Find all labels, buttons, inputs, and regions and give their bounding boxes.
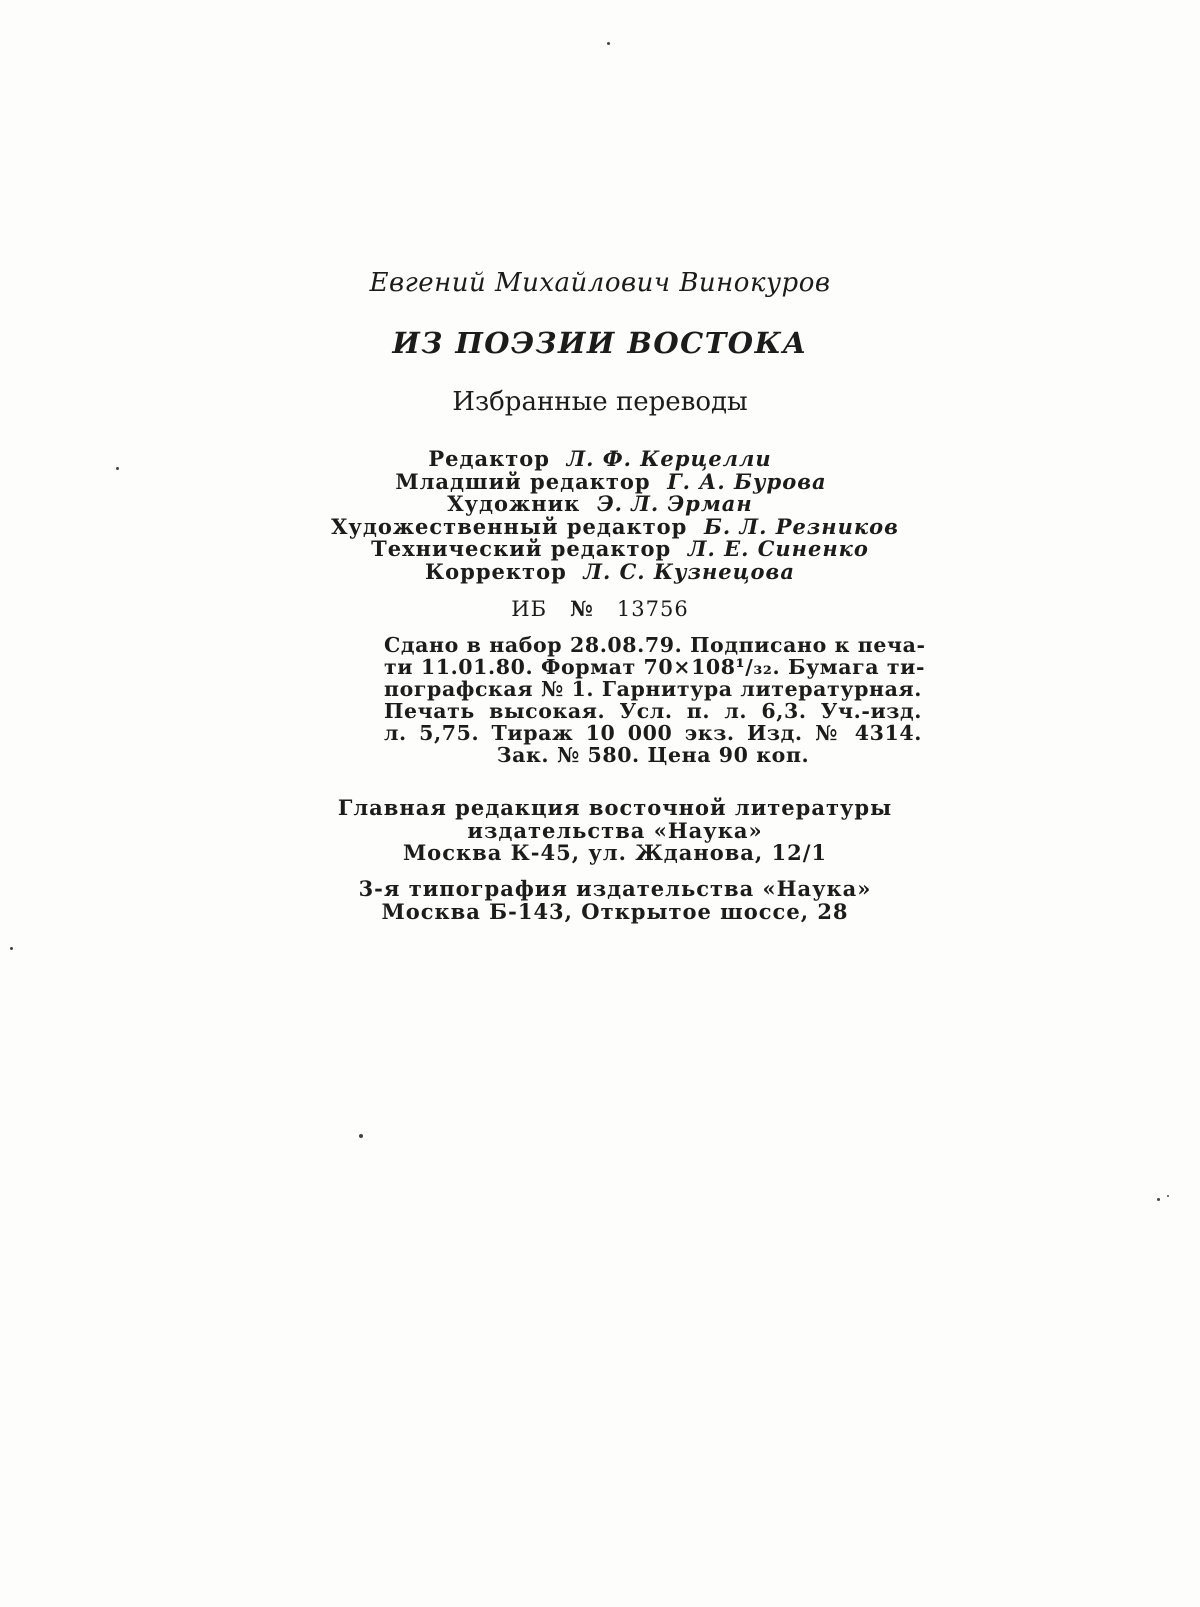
scan-speck: [1167, 1195, 1169, 1197]
scan-speck: [1157, 1198, 1160, 1201]
specs-line: пографская № 1. Гарнитура литературная.: [384, 677, 922, 701]
ib-prefix: ИБ: [511, 597, 548, 621]
credit-role: Младший редактор: [395, 468, 651, 494]
credit-name: Б. Л. Резников: [703, 513, 899, 539]
specs-line: ти 11.01.80. Формат 70×108¹/₃₂. Бумага ти-: [384, 655, 926, 679]
credit-name: Э. Л. Эрман: [596, 491, 753, 516]
credit-role: Технический редактор: [371, 536, 672, 561]
credit-name: Л. Ф. Керцелли: [566, 446, 772, 471]
book-title: ИЗ ПОЭЗИИ ВОСТОКА: [392, 326, 808, 360]
scan-speck: [116, 467, 119, 470]
credit-name: Л. С. Кузнецова: [583, 558, 795, 584]
credit-name: Л. Е. Синенко: [687, 536, 869, 561]
scan-speck: [10, 947, 13, 950]
credit-tech-editor: [0, 538, 1200, 561]
credit-junior-editor: [0, 468, 1200, 494]
credit-role: Редактор: [428, 446, 550, 471]
credit-role: Художественный редактор: [331, 513, 688, 539]
print-specs-block: [384, 633, 926, 767]
credits-block: [0, 448, 1200, 583]
specs-line: Зак. № 580. Цена 90 коп.: [496, 743, 810, 767]
credit-art-editor: [0, 513, 1200, 539]
printer-line: 3-я типография издательства «Наука»: [358, 876, 872, 901]
credit-proofreader: [0, 558, 1200, 584]
scan-speck: [359, 1134, 363, 1138]
specs-line: л. 5,75. Тираж 10 000 экз. Изд. № 4314.: [384, 721, 922, 745]
publisher-address: Москва К-45, ул. Жданова, 12/1: [402, 840, 828, 865]
credit-editor: [0, 448, 1200, 471]
author-name: Евгений Михайлович Винокуров: [369, 268, 831, 298]
ib-number: 13756: [616, 597, 689, 621]
credit-role: Корректор: [425, 558, 567, 584]
credit-role: Художник: [447, 491, 581, 516]
printer-block: [0, 878, 1200, 923]
printer-address: Москва Б-143, Открытое шоссе, 28: [381, 898, 849, 924]
publisher-block: [0, 797, 1200, 865]
publisher-line: Главная редакция восточной литературы: [337, 795, 893, 820]
specs-line: Сдано в набор 28.08.79. Подписано к печа-: [384, 633, 926, 657]
scan-speck: [607, 42, 610, 45]
ib-number-line: [0, 596, 1200, 621]
book-subtitle: Избранные переводы: [452, 387, 748, 417]
credit-name: Г. А. Бурова: [667, 468, 827, 494]
specs-line: Печать высокая. Усл. п. л. 6,3. Уч.-изд.: [384, 699, 922, 723]
publisher-line: издательства «Наука»: [467, 817, 763, 843]
number-sign: №: [570, 596, 594, 621]
credit-artist: [0, 493, 1200, 516]
